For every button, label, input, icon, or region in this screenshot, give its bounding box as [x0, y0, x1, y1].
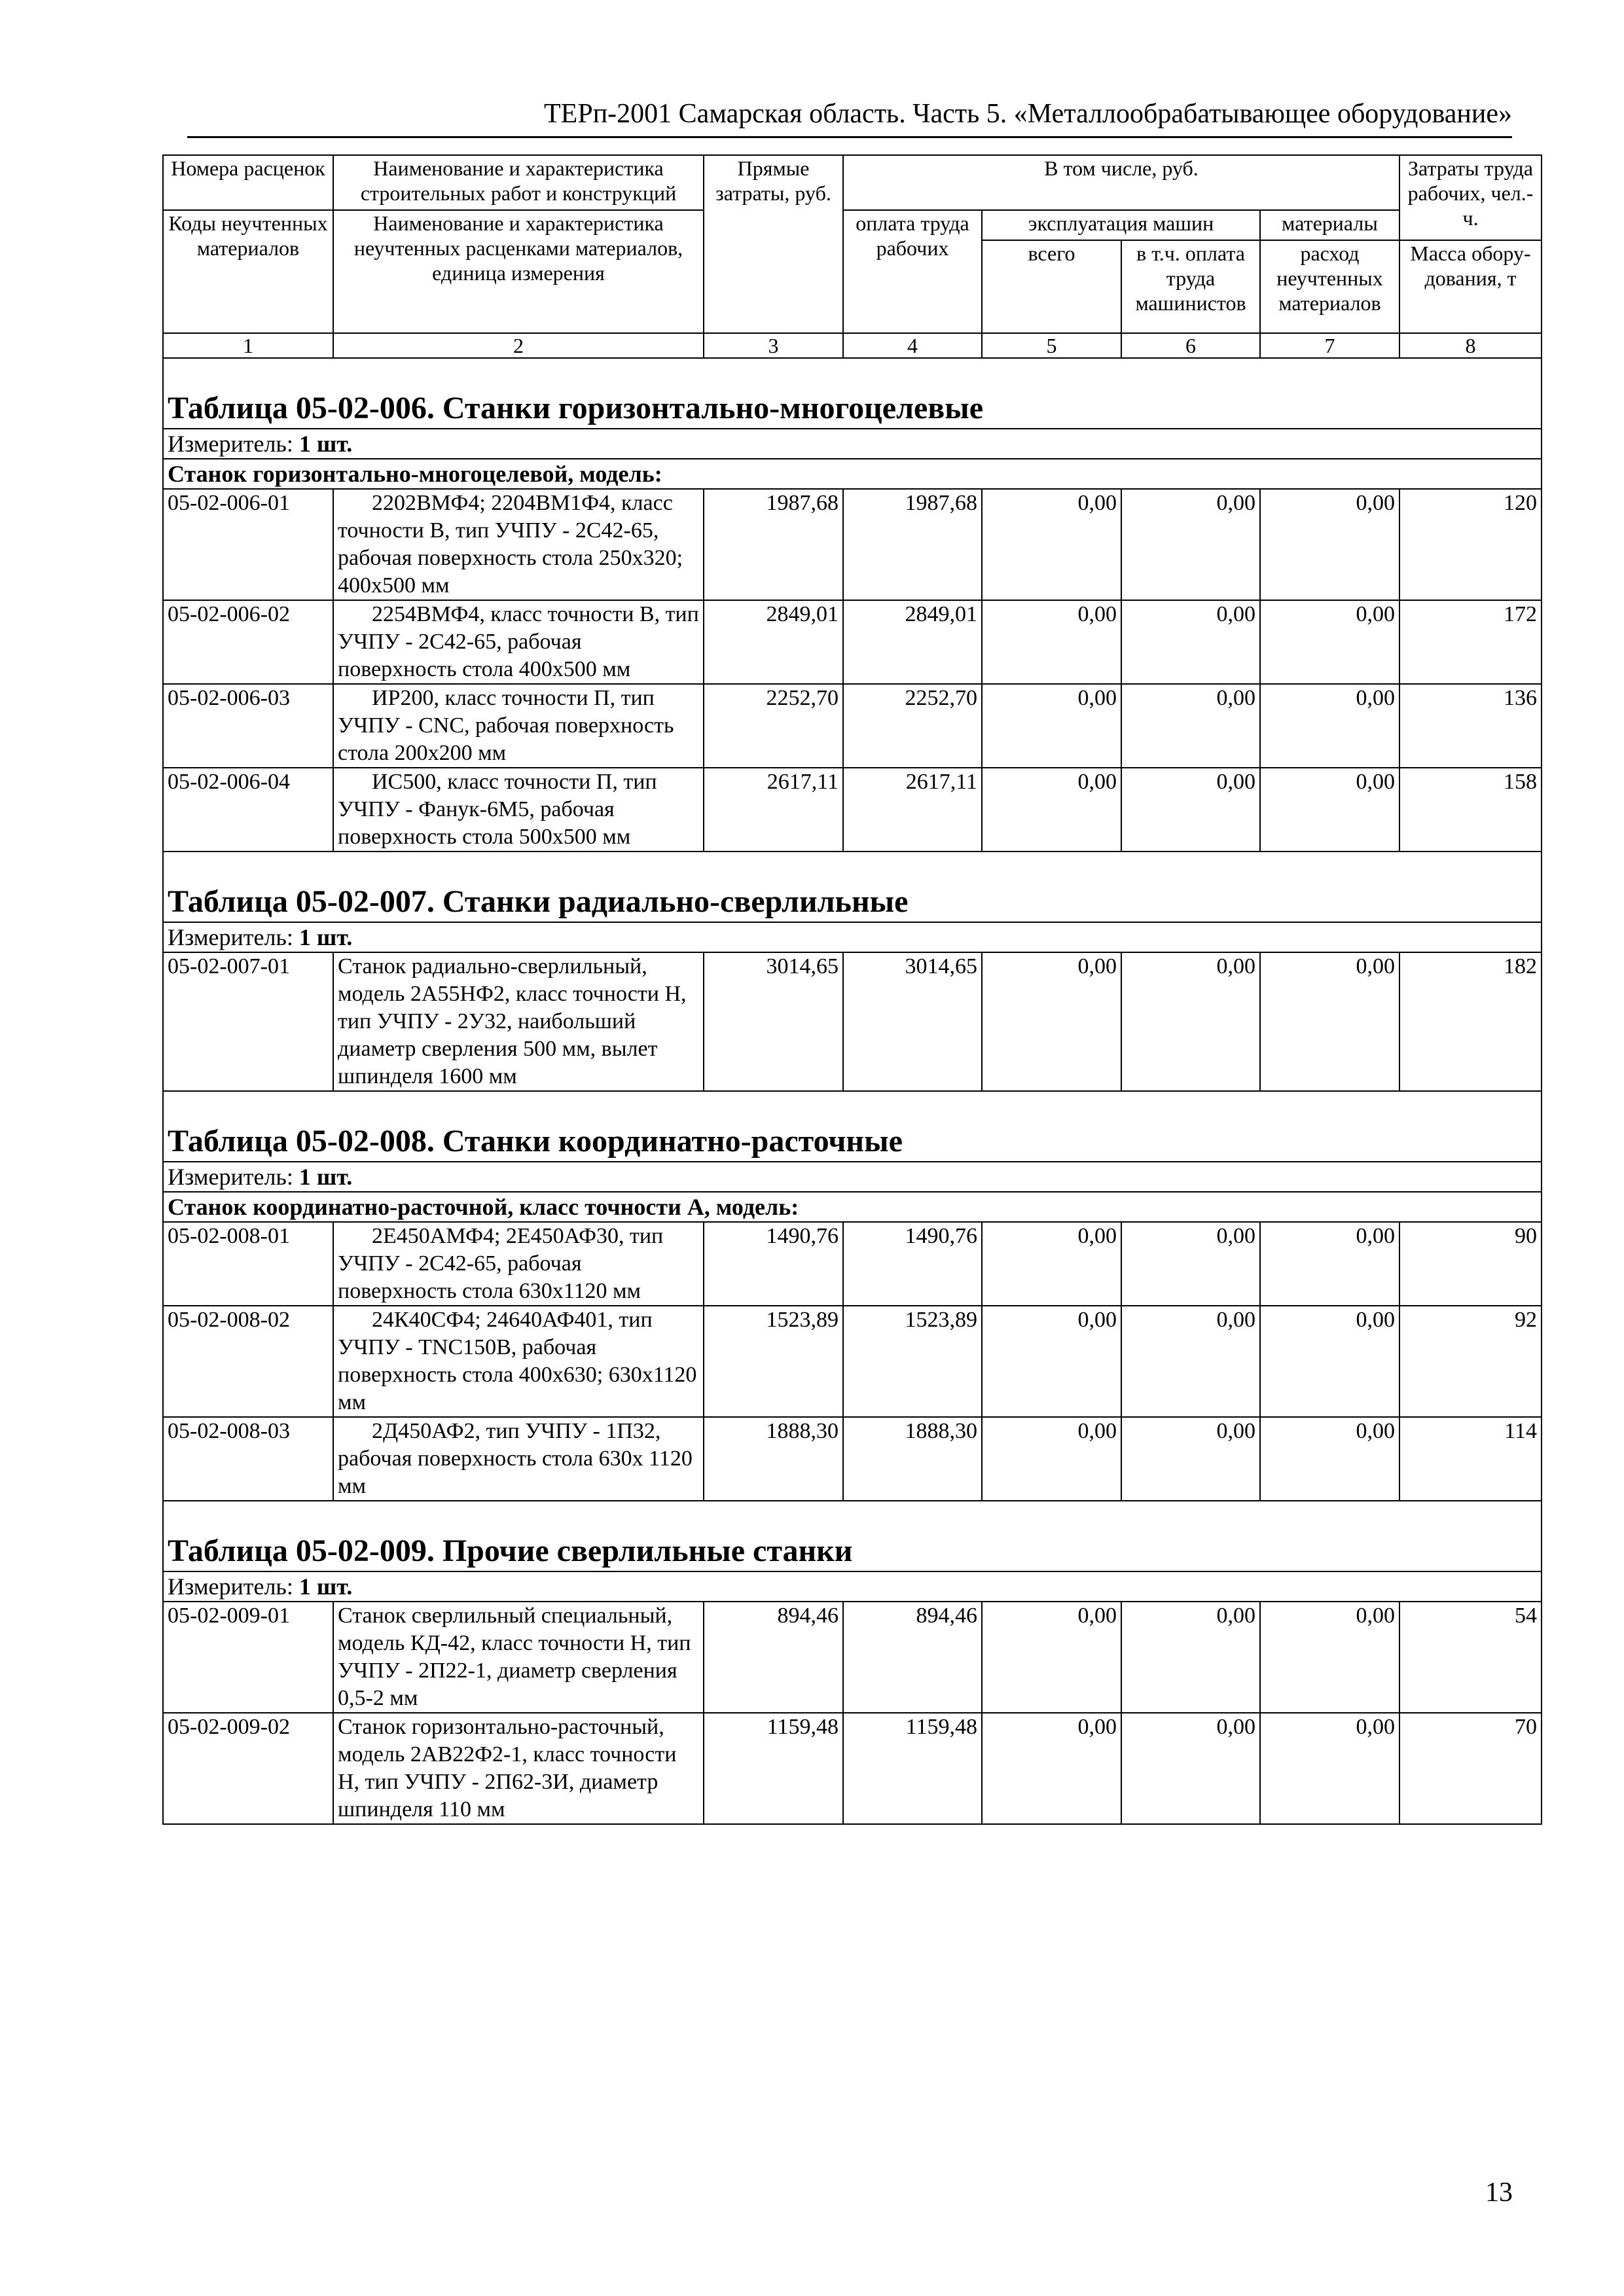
machines-total: 0,00	[982, 600, 1121, 684]
section-title: Таблица 05-02-008. Станки координатно-расточные	[168, 1124, 903, 1158]
equipment-mass: 92	[1399, 1306, 1542, 1417]
section-title-row	[163, 852, 1542, 922]
subheader-row	[163, 459, 1542, 489]
table-row	[163, 952, 1542, 1091]
machinists-labor: 0,00	[1121, 489, 1260, 600]
col8-header-bottom: Масса обору-дования, т	[1399, 240, 1542, 333]
machinists-labor: 0,00	[1121, 600, 1260, 684]
equipment-mass: 120	[1399, 489, 1542, 600]
labor-cost: 3014,65	[843, 952, 982, 1091]
rate-code: 05-02-006-01	[163, 489, 333, 600]
equipment-mass: 90	[1399, 1222, 1542, 1306]
col3-header: Прямые затраты, руб.	[704, 155, 843, 333]
materials-cost: 0,00	[1260, 1417, 1399, 1501]
table-row	[163, 1417, 1542, 1501]
incl-header: В том числе, руб.	[843, 155, 1399, 210]
section-title: Таблица 05-02-009. Прочие сверлильные станки	[168, 1534, 853, 1568]
machines-total: 0,00	[982, 1602, 1121, 1713]
col8-header-top: Затраты труда рабочих, чел.-ч.	[1399, 155, 1542, 240]
labor-cost: 894,46	[843, 1602, 982, 1713]
direct-cost: 1987,68	[704, 489, 843, 600]
rate-description: 2254ВМФ4, класс точности В, тип УЧПУ - 2С42-65, рабочая поверхность стола 400х500 мм	[333, 600, 704, 684]
measure-label: Измеритель:	[168, 1164, 293, 1190]
equipment-mass: 136	[1399, 684, 1542, 768]
col4-header: оплата труда рабочих	[843, 210, 982, 333]
rate-code: 05-02-009-01	[163, 1602, 333, 1713]
col-number: 2	[333, 333, 704, 358]
materials-cost: 0,00	[1260, 768, 1399, 852]
machinists-labor: 0,00	[1121, 684, 1260, 768]
table-row	[163, 768, 1542, 852]
materials-cost: 0,00	[1260, 489, 1399, 600]
machines-total: 0,00	[982, 489, 1121, 600]
machinists-labor: 0,00	[1121, 1222, 1260, 1306]
direct-cost: 1523,89	[704, 1306, 843, 1417]
table-row	[163, 600, 1542, 684]
equipment-mass: 54	[1399, 1602, 1542, 1713]
rate-description: 24К40СФ4; 24640АФ401, тип УЧПУ - TNC150B, рабочая поверхность стола 400х630; 630х1120 мм	[333, 1306, 704, 1417]
rate-code: 05-02-008-03	[163, 1417, 333, 1501]
machines-total: 0,00	[982, 952, 1121, 1091]
direct-cost: 2252,70	[704, 684, 843, 768]
rate-description: Станок радиально-сверлильный, модель 2А55НФ2, класс точности Н, тип УЧПУ - 2У32, наибольший диаметр сверления 500 мм, вылет шпинделя 1600 мм	[333, 952, 704, 1091]
machines-header: эксплуатация машин	[982, 210, 1260, 240]
machines-total: 0,00	[982, 684, 1121, 768]
materials-cost: 0,00	[1260, 684, 1399, 768]
materials-cost: 0,00	[1260, 600, 1399, 684]
rates-table	[162, 154, 1542, 1825]
col2-header-top: Наименование и характеристика строительных работ и конструкций	[333, 155, 704, 210]
rate-description: ИС500, класс точности П, тип УЧПУ - Фанук-6М5, рабочая поверхность стола 500х500 мм	[333, 768, 704, 852]
machinists-labor: 0,00	[1121, 952, 1260, 1091]
col1-header-top: Номера расценок	[163, 155, 333, 210]
machinists-labor: 0,00	[1121, 1602, 1260, 1713]
col-number: 8	[1399, 333, 1542, 358]
section-title-row	[163, 1501, 1542, 1571]
col6-header: в т.ч. оплата труда машинистов	[1121, 240, 1260, 333]
section-title-row	[163, 1091, 1542, 1162]
measure-row	[163, 1571, 1542, 1602]
labor-cost: 2252,70	[843, 684, 982, 768]
col1-header-bottom: Коды неучтенных материалов	[163, 210, 333, 333]
measure-value: 1 шт.	[298, 431, 353, 457]
labor-cost: 1888,30	[843, 1417, 982, 1501]
table-row	[163, 489, 1542, 600]
col7-header: расход неучтенных материалов	[1260, 240, 1399, 333]
equipment-mass: 172	[1399, 600, 1542, 684]
table-row	[163, 1306, 1542, 1417]
measure-label: Измеритель:	[168, 924, 293, 950]
column-numbers-row	[163, 333, 1542, 358]
machinists-labor: 0,00	[1121, 1306, 1260, 1417]
measure-label: Измеритель:	[168, 431, 293, 457]
col-number: 3	[704, 333, 843, 358]
subheader-text: Станок координатно-расточной, класс точности А, модель:	[163, 1192, 1542, 1222]
col5-header: всего	[982, 240, 1121, 333]
measure-row	[163, 429, 1542, 459]
rate-description: Станок горизонтально-расточный, модель 2АВ22Ф2-1, класс точности Н, тип УЧПУ - 2П62-3И, диаметр шпинделя 110 мм	[333, 1713, 704, 1824]
col2-header-bottom: Наименование и характеристика неучтенных расценками материалов, единица измерения	[333, 210, 704, 333]
measure-label: Измеритель:	[168, 1573, 293, 1600]
equipment-mass: 158	[1399, 768, 1542, 852]
header-row-1	[163, 155, 1542, 210]
direct-cost: 894,46	[704, 1602, 843, 1713]
header-row-2	[163, 210, 1542, 240]
direct-cost: 1159,48	[704, 1713, 843, 1824]
rate-code: 05-02-009-02	[163, 1713, 333, 1824]
equipment-mass: 114	[1399, 1417, 1542, 1501]
materials-cost: 0,00	[1260, 952, 1399, 1091]
machines-total: 0,00	[982, 1222, 1121, 1306]
rate-code: 05-02-006-03	[163, 684, 333, 768]
rate-description: Станок сверлильный специальный, модель КД-42, класс точности Н, тип УЧПУ - 2П22-1, диаметр сверления 0,5-2 мм	[333, 1602, 704, 1713]
section-title-row	[163, 358, 1542, 429]
col-number: 7	[1260, 333, 1399, 358]
rate-description: 2Е450АМФ4; 2Е450АФ30, тип УЧПУ - 2С42-65, рабочая поверхность стола 630х1120 мм	[333, 1222, 704, 1306]
machinists-labor: 0,00	[1121, 1713, 1260, 1824]
machines-total: 0,00	[982, 1306, 1121, 1417]
col-number: 5	[982, 333, 1121, 358]
rate-description: 2202ВМФ4; 2204ВМ1Ф4, класс точности В, тип УЧПУ - 2С42-65, рабочая поверхность стола 250х320; 400х500 мм	[333, 489, 704, 600]
table-row	[163, 1713, 1542, 1824]
measure-row	[163, 1162, 1542, 1192]
machines-total: 0,00	[982, 1417, 1121, 1501]
measure-value: 1 шт.	[298, 1164, 353, 1190]
materials-header: материалы	[1260, 210, 1399, 240]
table-row	[163, 684, 1542, 768]
rate-code: 05-02-008-02	[163, 1306, 333, 1417]
machinists-labor: 0,00	[1121, 1417, 1260, 1501]
col-number: 1	[163, 333, 333, 358]
machinists-labor: 0,00	[1121, 768, 1260, 852]
subheader-text: Станок горизонтально-многоцелевой, модель:	[163, 459, 1542, 489]
materials-cost: 0,00	[1260, 1306, 1399, 1417]
equipment-mass: 70	[1399, 1713, 1542, 1824]
table-row	[163, 1602, 1542, 1713]
labor-cost: 1987,68	[843, 489, 982, 600]
measure-row	[163, 922, 1542, 952]
materials-cost: 0,00	[1260, 1713, 1399, 1824]
running-header: ТЕРп-2001 Самарская область. Часть 5. «Металлообрабатывающее оборудование»	[187, 92, 1512, 138]
rate-code: 05-02-006-02	[163, 600, 333, 684]
labor-cost: 2849,01	[843, 600, 982, 684]
col-number: 4	[843, 333, 982, 358]
machines-total: 0,00	[982, 768, 1121, 852]
section-title: Таблица 05-02-007. Станки радиально-сверлильные	[168, 884, 909, 919]
col-number: 6	[1121, 333, 1260, 358]
page-number: 13	[1485, 2178, 1513, 2208]
direct-cost: 1888,30	[704, 1417, 843, 1501]
rate-description: ИР200, класс точности П, тип УЧПУ - CNC, рабочая поверхность стола 200х200 мм	[333, 684, 704, 768]
rate-code: 05-02-008-01	[163, 1222, 333, 1306]
labor-cost: 2617,11	[843, 768, 982, 852]
subheader-row	[163, 1192, 1542, 1222]
measure-value: 1 шт.	[298, 924, 353, 950]
rate-code: 05-02-006-04	[163, 768, 333, 852]
direct-cost: 2617,11	[704, 768, 843, 852]
equipment-mass: 182	[1399, 952, 1542, 1091]
direct-cost: 2849,01	[704, 600, 843, 684]
rate-code: 05-02-007-01	[163, 952, 333, 1091]
labor-cost: 1490,76	[843, 1222, 982, 1306]
materials-cost: 0,00	[1260, 1222, 1399, 1306]
labor-cost: 1523,89	[843, 1306, 982, 1417]
rate-description: 2Д450АФ2, тип УЧПУ - 1П32, рабочая поверхность стола 630х 1120 мм	[333, 1417, 704, 1501]
labor-cost: 1159,48	[843, 1713, 982, 1824]
section-title: Таблица 05-02-006. Станки горизонтально-многоцелевые	[168, 391, 984, 425]
direct-cost: 1490,76	[704, 1222, 843, 1306]
direct-cost: 3014,65	[704, 952, 843, 1091]
materials-cost: 0,00	[1260, 1602, 1399, 1713]
table-row	[163, 1222, 1542, 1306]
measure-value: 1 шт.	[298, 1573, 353, 1600]
machines-total: 0,00	[982, 1713, 1121, 1824]
